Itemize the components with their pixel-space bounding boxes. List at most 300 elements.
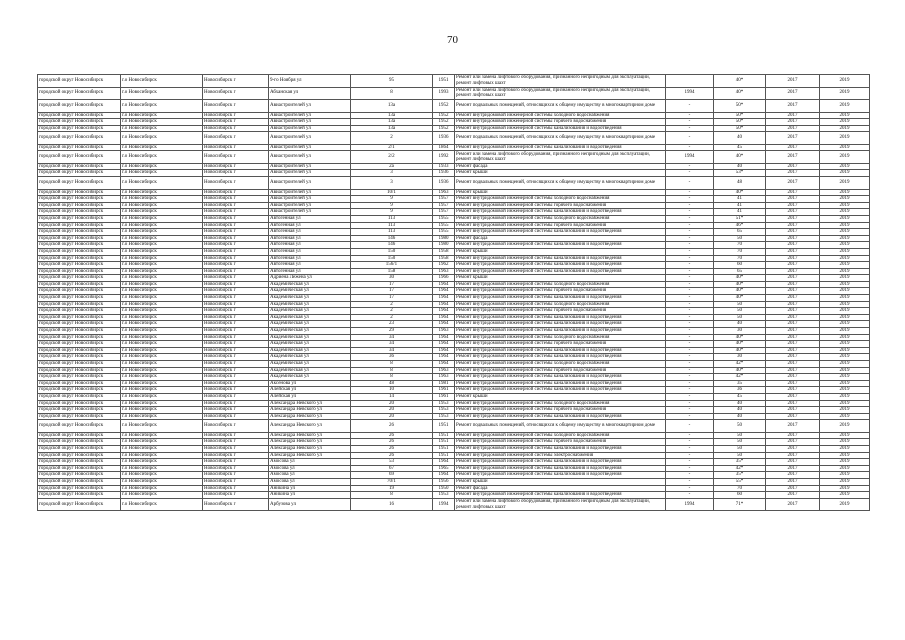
cell-wear: 35 bbox=[714, 380, 766, 387]
cell-house: 20 bbox=[351, 400, 433, 407]
cell-plan-end: 2019 bbox=[820, 465, 870, 472]
cell-locality: Новосибирск г bbox=[203, 87, 269, 100]
table-row bbox=[38, 235, 870, 242]
cell-house: 13а bbox=[351, 125, 433, 132]
cell-year: 1951 bbox=[433, 439, 455, 446]
cell-city: г.о Новосибирск bbox=[121, 281, 203, 288]
cell-house: 8 bbox=[351, 87, 433, 100]
cell-street: Академическая ул bbox=[269, 288, 351, 295]
table-row bbox=[38, 407, 870, 414]
cell-street: Авиастроителей ул bbox=[269, 132, 351, 145]
cell-wear: 50 bbox=[714, 446, 766, 453]
cell-house: 2 bbox=[351, 301, 433, 308]
cell-locality: Новосибирск г bbox=[203, 459, 269, 466]
table-row bbox=[38, 321, 870, 328]
cell-locality: Новосибирск г bbox=[203, 393, 269, 400]
cell-street: Александра Невского ул bbox=[269, 432, 351, 439]
cell-lift-year: - bbox=[666, 229, 714, 236]
cell-house: 30 bbox=[351, 275, 433, 282]
cell-plan-end: 2019 bbox=[820, 314, 870, 321]
cell-work: Ремонт внутридомовой инженерной системы электроснабжения bbox=[455, 452, 666, 459]
cell-lift-year: - bbox=[666, 125, 714, 132]
cell-street: Аксенова ул bbox=[269, 380, 351, 387]
cell-okrug: городской округ Новосибирск bbox=[38, 275, 121, 282]
cell-house: 2/2 bbox=[351, 151, 433, 164]
cell-plan-end: 2019 bbox=[820, 492, 870, 499]
cell-wear: 55* bbox=[714, 479, 766, 486]
cell-plan-start: 2017 bbox=[766, 222, 820, 229]
cell-house: 113 bbox=[351, 229, 433, 236]
cell-lift-year: - bbox=[666, 163, 714, 170]
cell-city: г.о Новосибирск bbox=[121, 125, 203, 132]
table-row bbox=[38, 354, 870, 361]
cell-locality: Новосибирск г bbox=[203, 215, 269, 222]
cell-plan-start: 2017 bbox=[766, 479, 820, 486]
cell-plan-end: 2019 bbox=[820, 242, 870, 249]
cell-street: Авиастроителей ул bbox=[269, 177, 351, 190]
cell-house: 16 bbox=[351, 498, 433, 511]
cell-house: 17 bbox=[351, 295, 433, 302]
cell-wear: 50* bbox=[714, 112, 766, 119]
cell-plan-end: 2019 bbox=[820, 177, 870, 190]
cell-plan-start: 2017 bbox=[766, 132, 820, 145]
cell-work: Ремонт внутридомовой инженерной системы горячего водоснабжения bbox=[455, 341, 666, 348]
cell-year: 1952 bbox=[433, 119, 455, 126]
cell-lift-year: - bbox=[666, 367, 714, 374]
cell-work: Ремонт внутридомовой инженерной системы канализования и водоотведения bbox=[455, 380, 666, 387]
cell-house: 3 bbox=[351, 177, 433, 190]
cell-okrug: городской округ Новосибирск bbox=[38, 170, 121, 177]
cell-house: 26 bbox=[351, 432, 433, 439]
cell-year: 1964 bbox=[433, 321, 455, 328]
cell-work: Ремонт внутридомовой инженерной системы горячего водоснабжения bbox=[455, 222, 666, 229]
cell-city: г.о Новосибирск bbox=[121, 119, 203, 126]
cell-locality: Новосибирск г bbox=[203, 387, 269, 394]
cell-locality: Новосибирск г bbox=[203, 281, 269, 288]
cell-city: г.о Новосибирск bbox=[121, 465, 203, 472]
cell-lift-year: - bbox=[666, 308, 714, 315]
cell-street: Академическая ул bbox=[269, 334, 351, 341]
cell-wear: 40* bbox=[714, 87, 766, 100]
cell-street: Александра Невского ул bbox=[269, 407, 351, 414]
cell-work: Ремонт внутридомовой инженерной системы канализования и водоотведения bbox=[455, 314, 666, 321]
cell-plan-start: 2017 bbox=[766, 308, 820, 315]
cell-wear: 40 bbox=[714, 163, 766, 170]
cell-wear: 41 bbox=[714, 196, 766, 203]
cell-house: 13а bbox=[351, 119, 433, 126]
cell-locality: Новосибирск г bbox=[203, 295, 269, 302]
cell-street: Авиастроителей ул bbox=[269, 209, 351, 216]
cell-wear: 40* bbox=[714, 367, 766, 374]
cell-wear: 48 bbox=[714, 177, 766, 190]
cell-wear: 50 bbox=[714, 420, 766, 433]
cell-house: 26 bbox=[351, 439, 433, 446]
cell-plan-end: 2019 bbox=[820, 189, 870, 196]
cell-street: Авиастроителей ул bbox=[269, 189, 351, 196]
cell-year: 1952 bbox=[433, 125, 455, 132]
cell-okrug: городской округ Новосибирск bbox=[38, 235, 121, 242]
cell-street: Академическая ул bbox=[269, 367, 351, 374]
cell-plan-end: 2019 bbox=[820, 215, 870, 222]
cell-house: 2 bbox=[351, 132, 433, 145]
cell-wear: 50 bbox=[714, 308, 766, 315]
cell-lift-year: - bbox=[666, 452, 714, 459]
cell-lift-year: 1994 bbox=[666, 87, 714, 100]
cell-work: Ремонт внутридомовой инженерной системы канализования и водоотведения bbox=[455, 144, 666, 151]
cell-year: 1963 bbox=[433, 328, 455, 335]
cell-locality: Новосибирск г bbox=[203, 321, 269, 328]
cell-plan-end: 2019 bbox=[820, 163, 870, 170]
cell-house: 156/1 bbox=[351, 262, 433, 269]
cell-work: Ремонт внутридомовой инженерной системы горячего водоснабжения bbox=[455, 202, 666, 209]
cell-wear: 50 bbox=[714, 314, 766, 321]
cell-plan-end: 2019 bbox=[820, 288, 870, 295]
cell-okrug: городской округ Новосибирск bbox=[38, 498, 121, 511]
cell-okrug: городской округ Новосибирск bbox=[38, 242, 121, 249]
table-row bbox=[38, 262, 870, 269]
cell-plan-end: 2019 bbox=[820, 202, 870, 209]
cell-okrug: городской округ Новосибирск bbox=[38, 202, 121, 209]
cell-plan-end: 2019 bbox=[820, 119, 870, 126]
cell-plan-start: 2017 bbox=[766, 354, 820, 361]
cell-plan-start: 2017 bbox=[766, 387, 820, 394]
table-row bbox=[38, 75, 870, 88]
table-row bbox=[38, 308, 870, 315]
cell-city: г.о Новосибирск bbox=[121, 374, 203, 381]
cell-city: г.о Новосибирск bbox=[121, 328, 203, 335]
cell-wear: 40* bbox=[714, 334, 766, 341]
cell-okrug: городской округ Новосибирск bbox=[38, 387, 121, 394]
cell-okrug: городской округ Новосибирск bbox=[38, 295, 121, 302]
cell-plan-end: 2019 bbox=[820, 132, 870, 145]
cell-house: 48 bbox=[351, 380, 433, 387]
cell-work: Ремонт внутридомовой инженерной системы канализования и водоотведения bbox=[455, 472, 666, 479]
cell-lift-year: - bbox=[666, 439, 714, 446]
cell-work: Ремонт фасада bbox=[455, 235, 666, 242]
cell-plan-start: 2017 bbox=[766, 281, 820, 288]
cell-lift-year: - bbox=[666, 301, 714, 308]
cell-house: 17 bbox=[351, 288, 433, 295]
cell-locality: Новосибирск г bbox=[203, 262, 269, 269]
cell-lift-year: - bbox=[666, 321, 714, 328]
cell-plan-start: 2017 bbox=[766, 341, 820, 348]
cell-lift-year: - bbox=[666, 314, 714, 321]
cell-house: 14 bbox=[351, 393, 433, 400]
cell-work: Ремонт или замена лифтового оборудования, признанного непригодным для эксплуатации, ремонт лифтовых шахт bbox=[455, 75, 666, 88]
cell-year: 1980 bbox=[433, 242, 455, 249]
cell-okrug: городской округ Новосибирск bbox=[38, 100, 121, 113]
cell-plan-end: 2019 bbox=[820, 446, 870, 453]
cell-lift-year: - bbox=[666, 235, 714, 242]
cell-plan-end: 2019 bbox=[820, 380, 870, 387]
cell-street: Авиастроителей ул bbox=[269, 119, 351, 126]
cell-locality: Новосибирск г bbox=[203, 420, 269, 433]
cell-okrug: городской округ Новосибирск bbox=[38, 288, 121, 295]
cell-work: Ремонт внутридомовой инженерной системы холодного водоснабжения bbox=[455, 112, 666, 119]
cell-house: 23 bbox=[351, 321, 433, 328]
cell-locality: Новосибирск г bbox=[203, 413, 269, 420]
cell-locality: Новосибирск г bbox=[203, 452, 269, 459]
cell-year: 1966 bbox=[433, 275, 455, 282]
cell-wear: 41 bbox=[714, 202, 766, 209]
cell-lift-year: - bbox=[666, 255, 714, 262]
cell-house: 9 bbox=[351, 202, 433, 209]
cell-plan-end: 2019 bbox=[820, 170, 870, 177]
cell-wear: 30 bbox=[714, 328, 766, 335]
cell-wear: 70 bbox=[714, 255, 766, 262]
cell-street: Академическая ул bbox=[269, 347, 351, 354]
cell-work: Ремонт внутридомовой инженерной системы канализования и водоотведения bbox=[455, 262, 666, 269]
cell-lift-year: - bbox=[666, 465, 714, 472]
cell-plan-end: 2019 bbox=[820, 75, 870, 88]
cell-city: г.о Новосибирск bbox=[121, 420, 203, 433]
cell-work: Ремонт фасада bbox=[455, 163, 666, 170]
cell-plan-start: 2017 bbox=[766, 334, 820, 341]
cell-street: Авиастроителей ул bbox=[269, 125, 351, 132]
cell-work: Ремонт подвальных помещений, относящихся к общему имуществу в многоквартирном доме bbox=[455, 132, 666, 145]
cell-house: 26 bbox=[351, 452, 433, 459]
cell-okrug: городской округ Новосибирск bbox=[38, 132, 121, 145]
cell-lift-year: - bbox=[666, 100, 714, 113]
cell-house: 158 bbox=[351, 268, 433, 275]
cell-wear: 50* bbox=[714, 125, 766, 132]
cell-year: 1964 bbox=[433, 347, 455, 354]
cell-plan-end: 2019 bbox=[820, 367, 870, 374]
capital-repair-table bbox=[37, 74, 870, 511]
cell-plan-start: 2017 bbox=[766, 268, 820, 275]
table-row bbox=[38, 151, 870, 164]
cell-work: Ремонт крыши bbox=[455, 479, 666, 486]
cell-lift-year: - bbox=[666, 492, 714, 499]
cell-city: г.о Новосибирск bbox=[121, 144, 203, 151]
cell-locality: Новосибирск г bbox=[203, 380, 269, 387]
cell-okrug: городской округ Новосибирск bbox=[38, 262, 121, 269]
cell-house: 34 bbox=[351, 334, 433, 341]
cell-work: Ремонт внутридомовой инженерной системы холодного водоснабжения bbox=[455, 301, 666, 308]
cell-city: г.о Новосибирск bbox=[121, 242, 203, 249]
cell-house: 29 bbox=[351, 328, 433, 335]
cell-house: 8 bbox=[351, 492, 433, 499]
cell-plan-start: 2017 bbox=[766, 125, 820, 132]
cell-okrug: городской округ Новосибирск bbox=[38, 393, 121, 400]
table-row bbox=[38, 361, 870, 368]
cell-year: 1953 bbox=[433, 413, 455, 420]
cell-plan-start: 2017 bbox=[766, 163, 820, 170]
cell-plan-start: 2017 bbox=[766, 407, 820, 414]
cell-street: Автогенная ул bbox=[269, 262, 351, 269]
table-row bbox=[38, 222, 870, 229]
cell-plan-start: 2017 bbox=[766, 380, 820, 387]
cell-city: г.о Новосибирск bbox=[121, 295, 203, 302]
cell-house: 10 bbox=[351, 387, 433, 394]
cell-house: 26 bbox=[351, 420, 433, 433]
cell-city: г.о Новосибирск bbox=[121, 361, 203, 368]
cell-plan-end: 2019 bbox=[820, 498, 870, 511]
table-row bbox=[38, 446, 870, 453]
cell-plan-start: 2017 bbox=[766, 465, 820, 472]
cell-locality: Новосибирск г bbox=[203, 301, 269, 308]
cell-year: 1864 bbox=[433, 144, 455, 151]
cell-work: Ремонт внутридомовой инженерной системы канализования и водоотведения bbox=[455, 465, 666, 472]
cell-street: Амосова ул bbox=[269, 479, 351, 486]
cell-work: Ремонт подвальных помещений, относящихся к общему имуществу в многоквартирном доме bbox=[455, 177, 666, 190]
cell-locality: Новосибирск г bbox=[203, 235, 269, 242]
cell-plan-start: 2017 bbox=[766, 420, 820, 433]
cell-street: Академическая ул bbox=[269, 321, 351, 328]
cell-locality: Новосибирск г bbox=[203, 439, 269, 446]
cell-city: г.о Новосибирск bbox=[121, 255, 203, 262]
cell-street: Автогенная ул bbox=[269, 248, 351, 255]
cell-locality: Новосибирск г bbox=[203, 189, 269, 196]
cell-plan-end: 2019 bbox=[820, 125, 870, 132]
cell-city: г.о Новосибирск bbox=[121, 248, 203, 255]
cell-plan-start: 2017 bbox=[766, 255, 820, 262]
cell-house: 13а bbox=[351, 112, 433, 119]
cell-work: Ремонт внутридомовой инженерной системы канализования и водоотведения bbox=[455, 125, 666, 132]
cell-wear: 40* bbox=[714, 275, 766, 282]
cell-work: Ремонт внутридомовой инженерной системы канализования и водоотведения bbox=[455, 328, 666, 335]
cell-lift-year: - bbox=[666, 242, 714, 249]
cell-wear: 40* bbox=[714, 295, 766, 302]
cell-city: г.о Новосибирск bbox=[121, 413, 203, 420]
cell-work: Ремонт внутридомовой инженерной системы горячего водоснабжения bbox=[455, 288, 666, 295]
cell-lift-year: - bbox=[666, 177, 714, 190]
cell-okrug: городской округ Новосибирск bbox=[38, 485, 121, 492]
cell-city: г.о Новосибирск bbox=[121, 472, 203, 479]
cell-city: г.о Новосибирск bbox=[121, 163, 203, 170]
cell-plan-end: 2019 bbox=[820, 361, 870, 368]
cell-locality: Новосибирск г bbox=[203, 446, 269, 453]
cell-street: Академическая ул bbox=[269, 374, 351, 381]
cell-wear: 50* bbox=[714, 100, 766, 113]
cell-plan-end: 2019 bbox=[820, 275, 870, 282]
table-row bbox=[38, 295, 870, 302]
cell-locality: Новосибирск г bbox=[203, 100, 269, 113]
cell-wear: 40* bbox=[714, 189, 766, 196]
cell-locality: Новосибирск г bbox=[203, 498, 269, 511]
cell-plan-start: 2017 bbox=[766, 452, 820, 459]
cell-okrug: городской округ Новосибирск bbox=[38, 492, 121, 499]
cell-plan-start: 2017 bbox=[766, 393, 820, 400]
cell-work: Ремонт внутридомовой инженерной системы канализования и водоотведения bbox=[455, 492, 666, 499]
table-row bbox=[38, 248, 870, 255]
table-row bbox=[38, 87, 870, 100]
cell-house: 2 bbox=[351, 308, 433, 315]
cell-city: г.о Новосибирск bbox=[121, 334, 203, 341]
cell-plan-start: 2017 bbox=[766, 413, 820, 420]
cell-plan-end: 2019 bbox=[820, 334, 870, 341]
cell-okrug: городской округ Новосибирск bbox=[38, 196, 121, 203]
cell-okrug: городской округ Новосибирск bbox=[38, 75, 121, 88]
cell-street: Академическая ул bbox=[269, 328, 351, 335]
cell-plan-start: 2017 bbox=[766, 235, 820, 242]
table-body bbox=[38, 75, 870, 511]
cell-city: г.о Новосибирск bbox=[121, 452, 203, 459]
cell-okrug: городской округ Новосибирск bbox=[38, 177, 121, 190]
cell-year: 1952 bbox=[433, 112, 455, 119]
cell-house: 10/1 bbox=[351, 189, 433, 196]
cell-plan-start: 2017 bbox=[766, 439, 820, 446]
cell-lift-year: - bbox=[666, 295, 714, 302]
cell-plan-start: 2017 bbox=[766, 144, 820, 151]
cell-wear: 36 bbox=[714, 387, 766, 394]
cell-city: г.о Новосибирск bbox=[121, 268, 203, 275]
cell-plan-start: 2017 bbox=[766, 177, 820, 190]
cell-okrug: городской округ Новосибирск bbox=[38, 459, 121, 466]
cell-plan-end: 2019 bbox=[820, 209, 870, 216]
cell-lift-year: - bbox=[666, 485, 714, 492]
cell-wear: 70 bbox=[714, 485, 766, 492]
cell-street: Александра Невского ул bbox=[269, 446, 351, 453]
cell-street: Автогенная ул bbox=[269, 255, 351, 262]
cell-locality: Новосибирск г bbox=[203, 275, 269, 282]
cell-city: г.о Новосибирск bbox=[121, 202, 203, 209]
cell-okrug: городской округ Новосибирск bbox=[38, 222, 121, 229]
table-row bbox=[38, 112, 870, 119]
cell-street: Автогенная ул bbox=[269, 242, 351, 249]
cell-city: г.о Новосибирск bbox=[121, 100, 203, 113]
cell-work: Ремонт внутридомовой инженерной системы канализования и водоотведения bbox=[455, 321, 666, 328]
cell-street: Александра Невского ул bbox=[269, 439, 351, 446]
cell-house: 69 bbox=[351, 472, 433, 479]
cell-work: Ремонт крыши bbox=[455, 248, 666, 255]
cell-lift-year: - bbox=[666, 400, 714, 407]
cell-year: 1993 bbox=[433, 87, 455, 100]
cell-year: 1964 bbox=[433, 301, 455, 308]
cell-locality: Новосибирск г bbox=[203, 151, 269, 164]
cell-wear: 40 bbox=[714, 400, 766, 407]
cell-plan-end: 2019 bbox=[820, 374, 870, 381]
cell-plan-end: 2019 bbox=[820, 321, 870, 328]
cell-lift-year: - bbox=[666, 144, 714, 151]
cell-lift-year: - bbox=[666, 268, 714, 275]
table-row bbox=[38, 387, 870, 394]
table-row bbox=[38, 432, 870, 439]
cell-plan-start: 2017 bbox=[766, 485, 820, 492]
cell-year: 1951 bbox=[433, 420, 455, 433]
cell-plan-start: 2017 bbox=[766, 196, 820, 203]
cell-lift-year: - bbox=[666, 209, 714, 216]
cell-locality: Новосибирск г bbox=[203, 163, 269, 170]
cell-work: Ремонт крыши bbox=[455, 170, 666, 177]
table-row bbox=[38, 202, 870, 209]
cell-okrug: городской округ Новосибирск bbox=[38, 452, 121, 459]
cell-wear: 70 bbox=[714, 242, 766, 249]
cell-year: 1961 bbox=[433, 387, 455, 394]
cell-work: Ремонт внутридомовой инженерной системы канализования и водоотведения bbox=[455, 255, 666, 262]
cell-year: 1955 bbox=[433, 222, 455, 229]
cell-work: Ремонт внутридомовой инженерной системы канализования и водоотведения bbox=[455, 242, 666, 249]
cell-wear: 42* bbox=[714, 465, 766, 472]
cell-plan-start: 2017 bbox=[766, 367, 820, 374]
cell-locality: Новосибирск г bbox=[203, 75, 269, 88]
cell-wear: 50 bbox=[714, 301, 766, 308]
cell-plan-start: 2017 bbox=[766, 170, 820, 177]
cell-okrug: городской округ Новосибирск bbox=[38, 281, 121, 288]
cell-okrug: городской округ Новосибирск bbox=[38, 301, 121, 308]
cell-plan-start: 2017 bbox=[766, 209, 820, 216]
cell-plan-start: 2017 bbox=[766, 321, 820, 328]
cell-year: 1964 bbox=[433, 288, 455, 295]
cell-house: 146 bbox=[351, 242, 433, 249]
cell-plan-end: 2019 bbox=[820, 347, 870, 354]
cell-year: 1952 bbox=[433, 100, 455, 113]
cell-plan-start: 2017 bbox=[766, 248, 820, 255]
cell-okrug: городской округ Новосибирск bbox=[38, 334, 121, 341]
cell-work: Ремонт подвальных помещений, относящихся к общему имуществу в многоквартирном доме bbox=[455, 100, 666, 113]
cell-house: 113 bbox=[351, 215, 433, 222]
cell-lift-year: - bbox=[666, 275, 714, 282]
